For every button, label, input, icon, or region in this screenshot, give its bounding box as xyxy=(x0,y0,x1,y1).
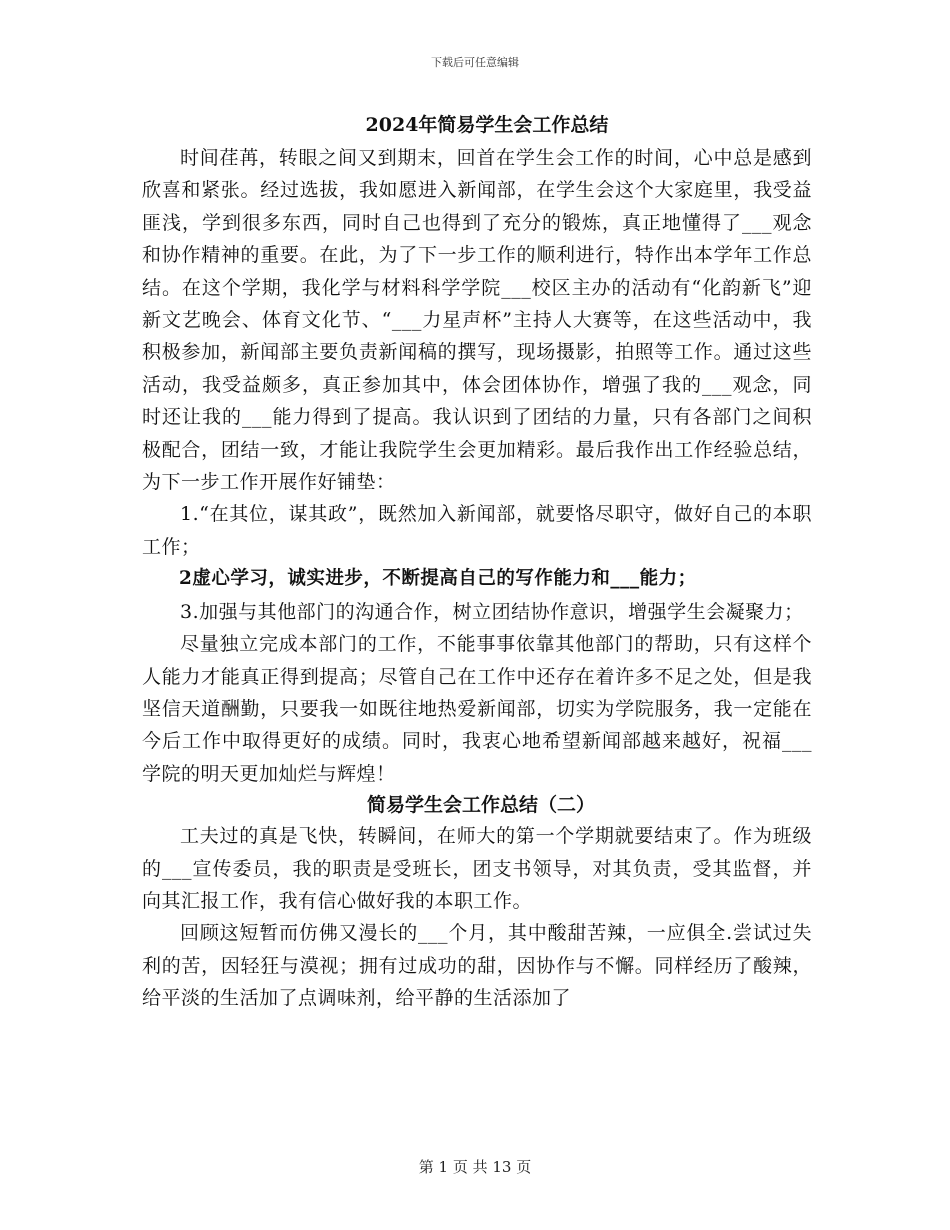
page-footer: 第 1 页 共 13 页 xyxy=(418,1158,532,1176)
paragraph-closing: 尽量独立完成本部门的工作，不能事事依靠其他部门的帮助，只有这样个人能力才能真正得到提高；尽管自己在工作中还存在着许多不足之处，但是我坚信天道酬勤，只要我一如既往地热爱新闻部，切实为学院服务，我一定能在今后工作中取得更好的成绩。同时，我衷心地希望新闻部越来越好，祝福___学院的明天更加灿烂与辉煌！ xyxy=(142,633,812,785)
page-header-note: 下载后可任意编辑 xyxy=(431,56,519,69)
paragraph-section2-1: 工夫过的真是飞快，转瞬间，在师大的第一个学期就要结束了。作为班级的___宣传委员，我的职责是受班长，团支书领导，对其负责，受其监督，并向其汇报工作，我有信心做好我的本职工作。 xyxy=(142,825,812,912)
section-title-2: 简易学生会工作总结（二） xyxy=(366,794,595,817)
document-title: 2024年简易学生会工作总结 xyxy=(365,114,609,136)
document-body xyxy=(142,108,812,1015)
paragraph-section2-2: 回顾这短暂而仿佛又漫长的___个月，其中酸甜苦辣，一应俱全.尝试过失利的苦，因轻狂与漠视；拥有过成功的甜，因协作与不懈。同样经历了酸辣，给平淡的生活加了点调味剂，给平静的生活添加了 xyxy=(142,922,812,1010)
list-item-2: 2虚心学习，诚实进步，不断提高自己的写作能力和___能力； xyxy=(179,568,697,590)
list-item-1: 1.“在其位，谋其政”，既然加入新闻部，就要恪尽职守，做好自己的本职工作； xyxy=(142,503,812,558)
paragraph-intro: 时间荏苒，转眼之间又到期末，回首在学生会工作的时间，心中总是感到欣喜和紧张。经过选拔，我如愿进入新闻部，在学生会这个大家庭里，我受益匪浅，学到很多东西，同时自己也得到了充分的锻炼，真正地懂得了___观念和协作精神的重要。在此，为了下一步工作的顺利进行，特作出本学年工作总结。在这个学期，我化学与材料科学学院___校区主办的活动有“化韵新飞”迎新文艺晚会、体育文化节、“___力星声杯”主持人大赛等，在这些活动中，我积极参加，新闻部主要负责新闻稿的撰写，现场摄影，拍照等工作。通过这些活动，我受益颇多，真正参加其中，体会团体协作，增强了我的___观念，同时还让我的___能力得到了提高。我认识到了团结的力量，只有各部门之间积极配合，团结一致，才能让我院学生会更加精彩。最后我作出工作经验总结，为下一步工作开展作好铺垫： xyxy=(142,147,812,494)
list-item-3: 3.加强与其他部门的沟通合作，树立团结协作意识，增强学生会凝聚力； xyxy=(180,600,804,623)
